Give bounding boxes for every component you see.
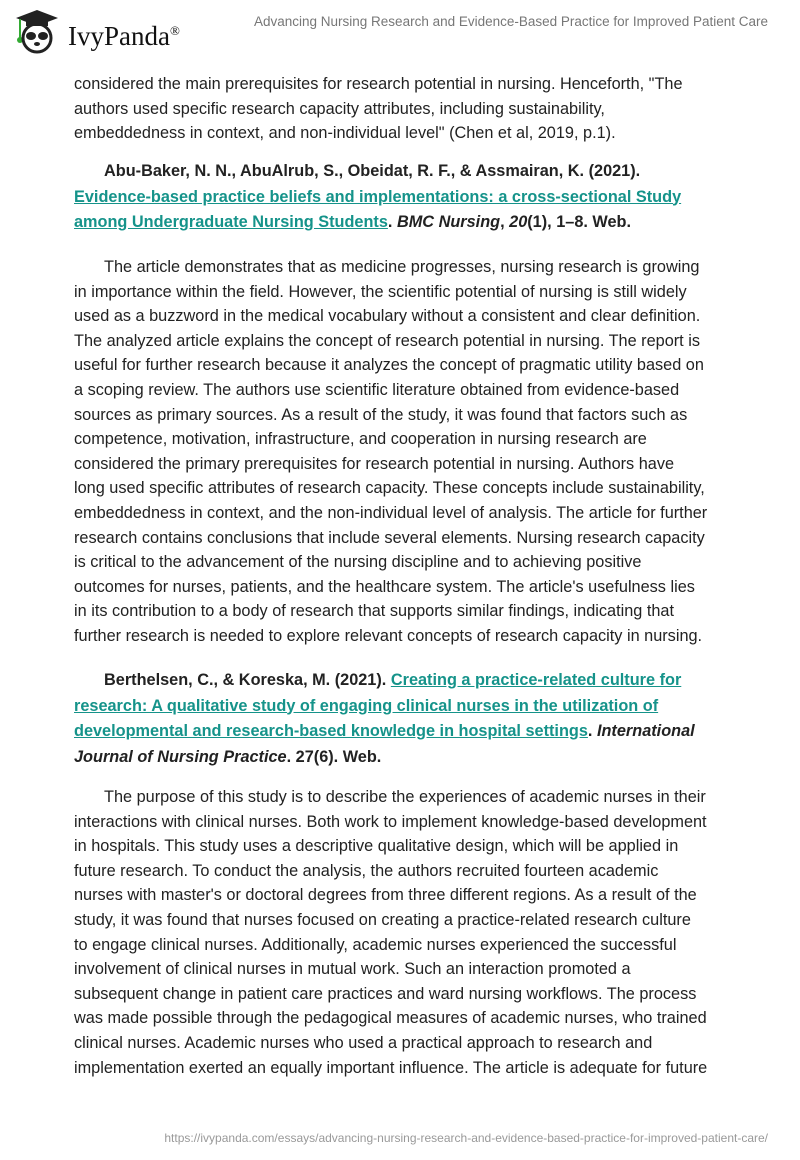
- text-line: research contains conclusions that include several elements. Nursing research capacity: [74, 528, 705, 547]
- text-line: authors used specific research capacity attributes, including sustainability,: [74, 99, 605, 118]
- text-line: implementation exerted an equally important influence. The article is adequate for future: [74, 1058, 708, 1077]
- citation-2: Berthelsen, C., & Koreska, M. (2021). Creating a practice-related culture for research: A qualitative study of engaging clinical nurses in the utilization of developmental and research-based knowledge in hospital settings. International Journal of Nursing Practice. 27(6). Web.: [74, 671, 695, 766]
- brand-name: IvyPanda: [68, 20, 170, 51]
- text-line: embeddedness in context, and the non-individual level of analysis. The article for further: [74, 503, 708, 522]
- text-line: interactions with clinical nurses. Both work to implement knowledge-based development: [74, 812, 707, 831]
- text-line: sources as primary sources. As a result of the study, it was found that factors such as: [74, 405, 688, 424]
- text-line: in importance within the field. However, the scientific potential of nursing is still widely: [74, 282, 687, 301]
- text-line: to engage clinical nurses. Additionally, academic nurses experienced the successful: [74, 935, 677, 954]
- text-line: study, it was found that nurses focused on creating a practice-related research culture: [74, 910, 691, 929]
- paragraph-2: [74, 255, 734, 649]
- text-line: The purpose of this study is to describe the experiences of academic nurses in their: [104, 788, 706, 806]
- logo[interactable]: [12, 8, 180, 54]
- text-line: in its contribution to a body of research that supports similar findings, indicating that: [74, 602, 675, 621]
- text-line: considered the main prerequisites for research potential in nursing. Henceforth, "The: [74, 75, 683, 93]
- text-line: nurses with master's or doctoral degrees from three different regions. As a result of the: [74, 886, 697, 905]
- text-line: considered the primary prerequisites for research potential in nursing. Authors have: [74, 454, 675, 473]
- citation-link[interactable]: Creating a practice-related culture for research: A qualitative study of engaging clinical nurses in the utilization of developmental and research-based knowledge in hospital settings: [74, 671, 682, 740]
- text-line: was made possible through the pedagogical measures of academic nurses, who trained: [74, 1009, 707, 1028]
- text-line: in hospitals. This study uses a descriptive qualitative design, which will be applied in: [74, 837, 679, 856]
- citation-1: Abu-Baker, N. N., AbuAlrub, S., Obeidat, R. F., & Assmairan, K. (2021). Evidence-based practice beliefs and implementations: a cross-sectional Study among Undergraduate Nursing Students. BMC Nursing, 20(1), 1–8. Web.: [74, 162, 682, 231]
- text-line: future research. To conduct the analysis, the authors recruited fourteen academic: [74, 861, 659, 880]
- text-line: embeddedness in context, and non-individual level" (Chen et al, 2019, p.1).: [74, 124, 616, 143]
- journal-name: International Journal of Nursing Practice: [74, 722, 695, 766]
- text-line: useful for further research because it analyzes the concept of pragmatic utility based on: [74, 356, 704, 375]
- text-line: long used specific attributes of research capacity. These concepts include sustainability,: [74, 479, 705, 498]
- paragraph-1: [74, 72, 734, 146]
- text-line: is critical to the advancement of the nursing discipline and to achieving positive: [74, 553, 642, 572]
- text-line: clinical nurses. Academic nurses who used a practical approach to research and: [74, 1033, 653, 1052]
- text-line: subsequent change in patient care practices and ward nursing workflows. The process: [74, 984, 697, 1003]
- citation-link[interactable]: Evidence-based practice beliefs and implementations: a cross-sectional Study among Undergraduate Nursing Students: [74, 187, 682, 231]
- text-line: involvement of clinical nurses in mutual work. Such an interaction promoted a: [74, 960, 631, 979]
- registered-mark: ®: [169, 22, 180, 38]
- journal-name: BMC Nursing: [396, 213, 501, 231]
- paragraph-3: [74, 785, 734, 1080]
- text-line: The article demonstrates that as medicine progresses, nursing research is growing: [104, 258, 700, 276]
- citation-authors: Abu-Baker, N. N., AbuAlrub, S., Obeidat, R. F., & Assmairan, K. (2021).: [104, 162, 641, 180]
- text-line: competence, motivation, infrastructure, and cooperation in nursing research are: [74, 430, 647, 449]
- text-line: outcomes for nurses, patients, and the healthcare system. The article's usefulness lies: [74, 577, 695, 596]
- text-line: The analyzed article explains the concept of research potential in nursing. The report is: [74, 331, 700, 350]
- text-line: used as a buzzword in the medical vocabulary without a consistent and clear definition.: [74, 307, 701, 326]
- page-url: https://ivypanda.com/essays/advancing-nursing-research-and-evidence-based-practice-for-improved-patient-care/: [164, 1131, 768, 1145]
- text-line: further research is needed to explore relevant concepts of research capacity in nursing.: [74, 626, 703, 645]
- citation-authors: Berthelsen, C., & Koreska, M. (2021).: [104, 671, 391, 689]
- document-title: Advancing Nursing Research and Evidence-Based Practice for Improved Patient Care: [253, 14, 768, 29]
- panda-graduate-icon: [12, 8, 62, 54]
- text-line: a scoping review. The authors use scientific literature obtained from evidence-based: [74, 380, 680, 399]
